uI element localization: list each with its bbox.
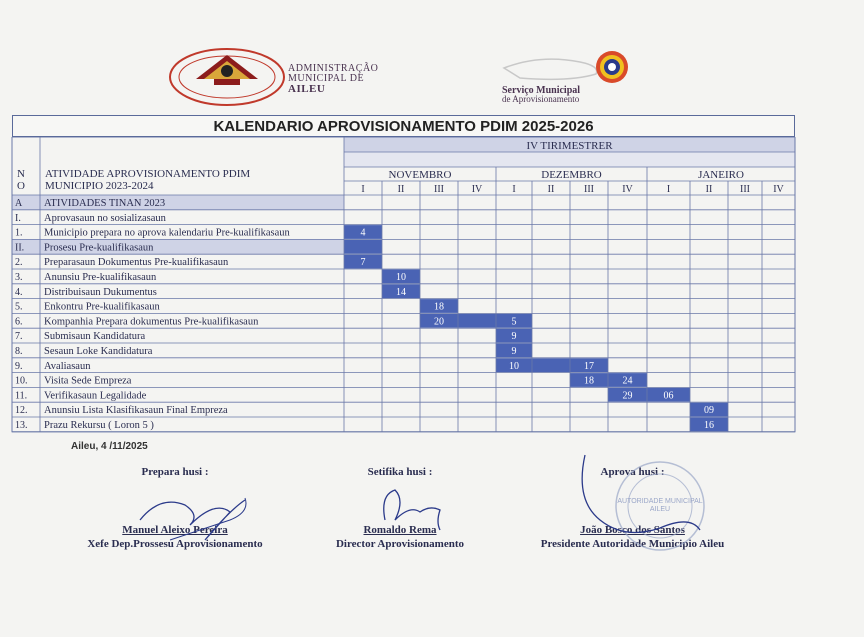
row-activity: Distribuisaun Dukumentus <box>44 286 157 298</box>
row-activity: Avaliasaun <box>44 360 91 372</box>
trimester-label: IV TIRIMESTRER <box>526 140 613 152</box>
admin-line-2: MUNICIPAL DE <box>288 73 365 84</box>
admin-line-1: ADMINISTRAÇÃO <box>288 63 379 74</box>
service-logo <box>500 48 645 88</box>
week-label: III <box>584 184 594 195</box>
row-activity: Submisaun Kandidatura <box>44 331 146 343</box>
week-label: III <box>434 184 444 195</box>
signature-role: Setifika husi : <box>367 466 433 478</box>
bar-label: 20 <box>434 316 444 328</box>
row-number: II. <box>15 242 25 254</box>
row-number: 6. <box>15 316 23 328</box>
signature-name: Manuel Aleixo Pereira <box>122 524 228 536</box>
row-activity: Anunsiu Pre-kualifikasaun <box>44 272 157 283</box>
week-label: II <box>705 184 713 195</box>
week-label: II <box>547 184 555 195</box>
row-number: 4. <box>15 286 23 298</box>
row-number: I. <box>15 212 21 224</box>
row-number: 7. <box>15 331 23 343</box>
bar-label: 29 <box>622 390 633 402</box>
week-label: IV <box>773 184 784 195</box>
row-number: 1. <box>15 227 23 239</box>
week-label: I <box>666 184 671 195</box>
bar-label: 17 <box>584 360 594 372</box>
month-label: NOVEMBRO <box>388 169 452 181</box>
row-number: 8. <box>15 346 23 357</box>
gantt-bar <box>570 373 647 387</box>
week-label: I <box>361 184 365 195</box>
row-number: 2. <box>15 257 23 269</box>
week-label: II <box>397 184 405 195</box>
row-activity: Anunsiu Lista Klasifikasaun Final Empreza <box>44 405 228 417</box>
month-label: DEZEMBRO <box>541 169 602 181</box>
week-label: IV <box>471 184 483 195</box>
service-line-1: Serviço Municipal <box>502 85 581 96</box>
bar-label: 14 <box>396 286 406 298</box>
signature-block-certified <box>300 466 500 550</box>
row-activity: Prosesu Pre-kualifikasaun <box>44 242 154 254</box>
col-no-label: O <box>17 180 25 192</box>
trimester-gap <box>344 152 795 167</box>
signature-title: Presidente Autoridade Municipio Aileu <box>540 538 725 550</box>
row-number: A <box>15 198 23 209</box>
row-activity: Kompanhia Prepara dokumentus Pre-kualifikasaun <box>44 316 259 328</box>
row-number: 12. <box>15 405 28 417</box>
service-line-2: de Aprovisionamento <box>502 94 580 104</box>
row-number: 9. <box>15 360 23 372</box>
admin-header <box>288 64 378 94</box>
service-header <box>502 86 580 104</box>
bar-label: 5 <box>511 316 517 328</box>
schedule-table <box>0 137 864 437</box>
rdtl-seal <box>168 47 286 107</box>
month-label: JANEIRO <box>698 169 744 181</box>
row-number: 5. <box>15 301 23 313</box>
bar-label: 9 <box>511 331 517 343</box>
bar-label: 9 <box>511 346 517 357</box>
bar-label: 06 <box>663 390 674 402</box>
row-number: 3. <box>15 272 23 283</box>
row-activity: Visita Sede Empreza <box>44 375 132 387</box>
bar-label: 16 <box>704 420 714 431</box>
gantt-bar <box>344 240 382 254</box>
signature-title: Xefe Dep.Prossesu Aprovisionamento <box>87 538 263 550</box>
row-activity: Enkontru Pre-kualifikasaun <box>44 301 160 313</box>
signature-block-prepared <box>60 466 290 550</box>
row-activity: Sesaun Loke Kandidatura <box>44 346 153 357</box>
row-activity: Aprovasaun no sosializasaun <box>44 212 166 224</box>
row-activity: Prazu Rekursu ( Loron 5 ) <box>44 420 154 431</box>
row-activity: Municipio prepara no aprova kalendariu Pre-kualifikasaun <box>44 227 290 239</box>
municipal-stamp-text: AUTORIDADE MUNICIPAL AILEU <box>617 498 703 513</box>
col-activity-label: MUNICIPIO 2023-2024 <box>45 180 154 192</box>
bar-label: 4 <box>360 227 366 239</box>
admin-line-3: AILEU <box>288 83 326 95</box>
signature-role: Prepara husi : <box>141 466 209 478</box>
bar-label: 10 <box>396 272 406 283</box>
signature-title: Director Aprovisionamento <box>335 538 465 550</box>
row-number: 11. <box>15 390 28 402</box>
row-number: 13. <box>15 420 28 431</box>
bar-label: 18 <box>434 301 444 313</box>
row-activity: Preparasaun Dokumentus Pre-kualifikasaun <box>44 257 229 269</box>
bar-label: 09 <box>704 405 714 417</box>
row-activity: Verifikasaun Legalidade <box>44 390 147 402</box>
bar-label: 24 <box>622 375 633 387</box>
signature-name: João Bosco dos Santos <box>580 524 685 536</box>
row-number: 10. <box>15 375 28 387</box>
week-label: IV <box>622 184 633 195</box>
date-text: Aileu, 4 /11/2025 <box>71 441 148 452</box>
week-label: I <box>512 184 516 195</box>
bar-label: 7 <box>360 257 366 269</box>
col-no-label: N <box>17 168 25 180</box>
bar-label: 10 <box>509 360 519 372</box>
row-activity: ATIVIDADES TINAN 2023 <box>44 198 166 209</box>
gantt-bar <box>608 388 690 402</box>
col-activity-label: ATIVIDADE APROVISIONAMENTO PDIM <box>45 168 251 180</box>
bar-label: 18 <box>584 375 594 387</box>
page-title: KALENDARIO APROVISIONAMENTO PDIM 2025-2026 <box>12 115 795 137</box>
signature-name: Romaldo Rema <box>363 524 437 536</box>
signature-role: Aprova husi : <box>600 466 665 478</box>
week-label: III <box>740 184 750 195</box>
